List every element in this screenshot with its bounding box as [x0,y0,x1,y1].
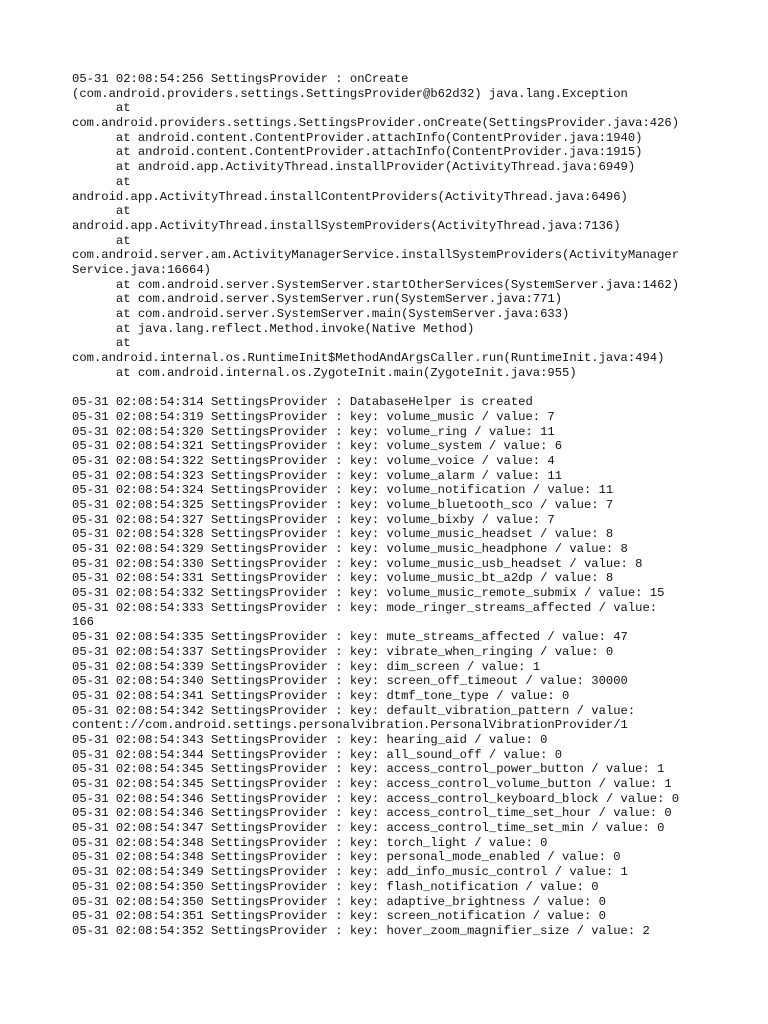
log-line: at [72,174,131,189]
log-line: 05-31 02:08:54:343 SettingsProvider : key: hearing_aid / value: 0 [72,732,548,747]
log-line: at com.android.internal.os.ZygoteInit.main(ZygoteInit.java:955) [72,365,577,380]
log-line: 05-31 02:08:54:350 SettingsProvider : key: adaptive_brightness / value: 0 [72,894,606,909]
log-document [72,72,702,939]
log-line: at android.content.ContentProvider.attachInfo(ContentProvider.java:1915) [72,145,643,160]
log-line [72,380,702,395]
log-line: 05-31 02:08:54:335 SettingsProvider : key: mute_streams_affected / value: 47 [72,630,628,645]
log-line: 05-31 02:08:54:349 SettingsProvider : key: add_info_music_control / value: 1 [72,865,628,880]
log-line: 05-31 02:08:54:332 SettingsProvider : key: volume_music_remote_submix / value: 15 [72,586,665,601]
log-line: 05-31 02:08:54:331 SettingsProvider : key: volume_music_bt_a2dp / value: 8 [72,571,614,586]
log-line: at [72,101,131,116]
log-line: at com.android.server.SystemServer.run(SystemServer.java:771) [72,292,563,307]
log-line: 05-31 02:08:54:339 SettingsProvider : key: dim_screen / value: 1 [72,659,541,674]
log-line: 05-31 02:08:54:327 SettingsProvider : key: volume_bixby / value: 7 [72,512,555,527]
log-line: 05-31 02:08:54:348 SettingsProvider : key: personal_mode_enabled / value: 0 [72,850,621,865]
log-line: 05-31 02:08:54:342 SettingsProvider : key: default_vibration_pattern / value: [72,703,636,718]
log-line: at com.android.server.SystemServer.startOtherServices(SystemServer.java:1462) [72,277,680,292]
log-line: at android.app.ActivityThread.installProvider(ActivityThread.java:6949) [72,160,636,175]
log-line: 05-31 02:08:54:345 SettingsProvider : key: access_control_volume_button / value: 1 [72,777,672,791]
log-line: android.app.ActivityThread.installSystemProviders(ActivityThread.java:7136) [72,218,621,233]
log-line: 05-31 02:08:54:320 SettingsProvider : key: volume_ring / value: 11 [72,424,555,439]
log-line: 05-31 02:08:54:333 SettingsProvider : key: mode_ringer_streams_affected / value: [72,600,658,615]
log-line: 05-31 02:08:54:329 SettingsProvider : key: volume_music_headphone / value: 8 [72,542,628,556]
log-line: 05-31 02:08:54:341 SettingsProvider : key: dtmf_tone_type / value: 0 [72,688,570,703]
log-line: (com.android.providers.settings.SettingsProvider@b62d32) java.lang.Exception [72,86,628,101]
log-line: at android.content.ContentProvider.attachInfo(ContentProvider.java:1940) [72,130,643,145]
log-line: 05-31 02:08:54:328 SettingsProvider : key: volume_music_headset / value: 8 [72,527,614,542]
log-line: 05-31 02:08:54:256 SettingsProvider : onCreate [72,72,409,86]
log-line: content://com.android.settings.personalvibration.PersonalVibrationProvider/1 [72,718,628,733]
log-line: 05-31 02:08:54:351 SettingsProvider : key: screen_notification / value: 0 [72,909,606,924]
log-line: 05-31 02:08:54:346 SettingsProvider : key: access_control_keyboard_block / value: 0 [72,791,680,806]
log-line: 05-31 02:08:54:322 SettingsProvider : key: volume_voice / value: 4 [72,453,555,468]
log-line: 05-31 02:08:54:352 SettingsProvider : key: hover_zoom_magnifier_size / value: 2 [72,923,650,938]
log-line: 05-31 02:08:54:344 SettingsProvider : key: all_sound_off / value: 0 [72,747,563,762]
log-line: 05-31 02:08:54:345 SettingsProvider : key: access_control_power_button / value: 1 [72,762,665,777]
log-line: 05-31 02:08:54:330 SettingsProvider : key: volume_music_usb_headset / value: 8 [72,556,643,571]
log-line: 05-31 02:08:54:340 SettingsProvider : key: screen_off_timeout / value: 30000 [72,674,628,689]
log-line: 05-31 02:08:54:347 SettingsProvider : key: access_control_time_set_min / value: 0 [72,821,665,836]
log-line: 166 [72,615,94,630]
log-line: at java.lang.reflect.Method.invoke(Native Method) [72,321,475,336]
log-line: 05-31 02:08:54:350 SettingsProvider : key: flash_notification / value: 0 [72,879,599,894]
log-line: android.app.ActivityThread.installContentProviders(ActivityThread.java:6496) [72,189,628,204]
log-line: 05-31 02:08:54:348 SettingsProvider : key: torch_light / value: 0 [72,835,548,850]
log-line: at [72,336,131,351]
log-line: com.android.server.am.ActivityManagerService.installSystemProviders(ActivityManager [72,248,680,263]
log-line: at [72,204,131,219]
log-line: com.android.providers.settings.SettingsProvider.onCreate(SettingsProvider.java:426) [72,116,680,131]
log-line: 05-31 02:08:54:337 SettingsProvider : key: vibrate_when_ringing / value: 0 [72,644,614,659]
log-line: at [72,233,131,248]
log-line: 05-31 02:08:54:314 SettingsProvider : DatabaseHelper is created [72,395,533,410]
log-line: 05-31 02:08:54:325 SettingsProvider : key: volume_bluetooth_sco / value: 7 [72,497,614,512]
log-line: com.android.internal.os.RuntimeInit$MethodAndArgsCaller.run(RuntimeInit.java:494) [72,351,665,366]
log-line: 05-31 02:08:54:319 SettingsProvider : key: volume_music / value: 7 [72,409,555,424]
log-line: at com.android.server.SystemServer.main(SystemServer.java:633) [72,307,570,321]
log-line: 05-31 02:08:54:321 SettingsProvider : key: volume_system / value: 6 [72,439,563,454]
log-line: 05-31 02:08:54:324 SettingsProvider : key: volume_notification / value: 11 [72,483,614,498]
log-line: 05-31 02:08:54:346 SettingsProvider : key: access_control_time_set_hour / value: 0 [72,806,672,821]
log-line: Service.java:16664) [72,262,211,277]
log-line: 05-31 02:08:54:323 SettingsProvider : key: volume_alarm / value: 11 [72,468,563,483]
